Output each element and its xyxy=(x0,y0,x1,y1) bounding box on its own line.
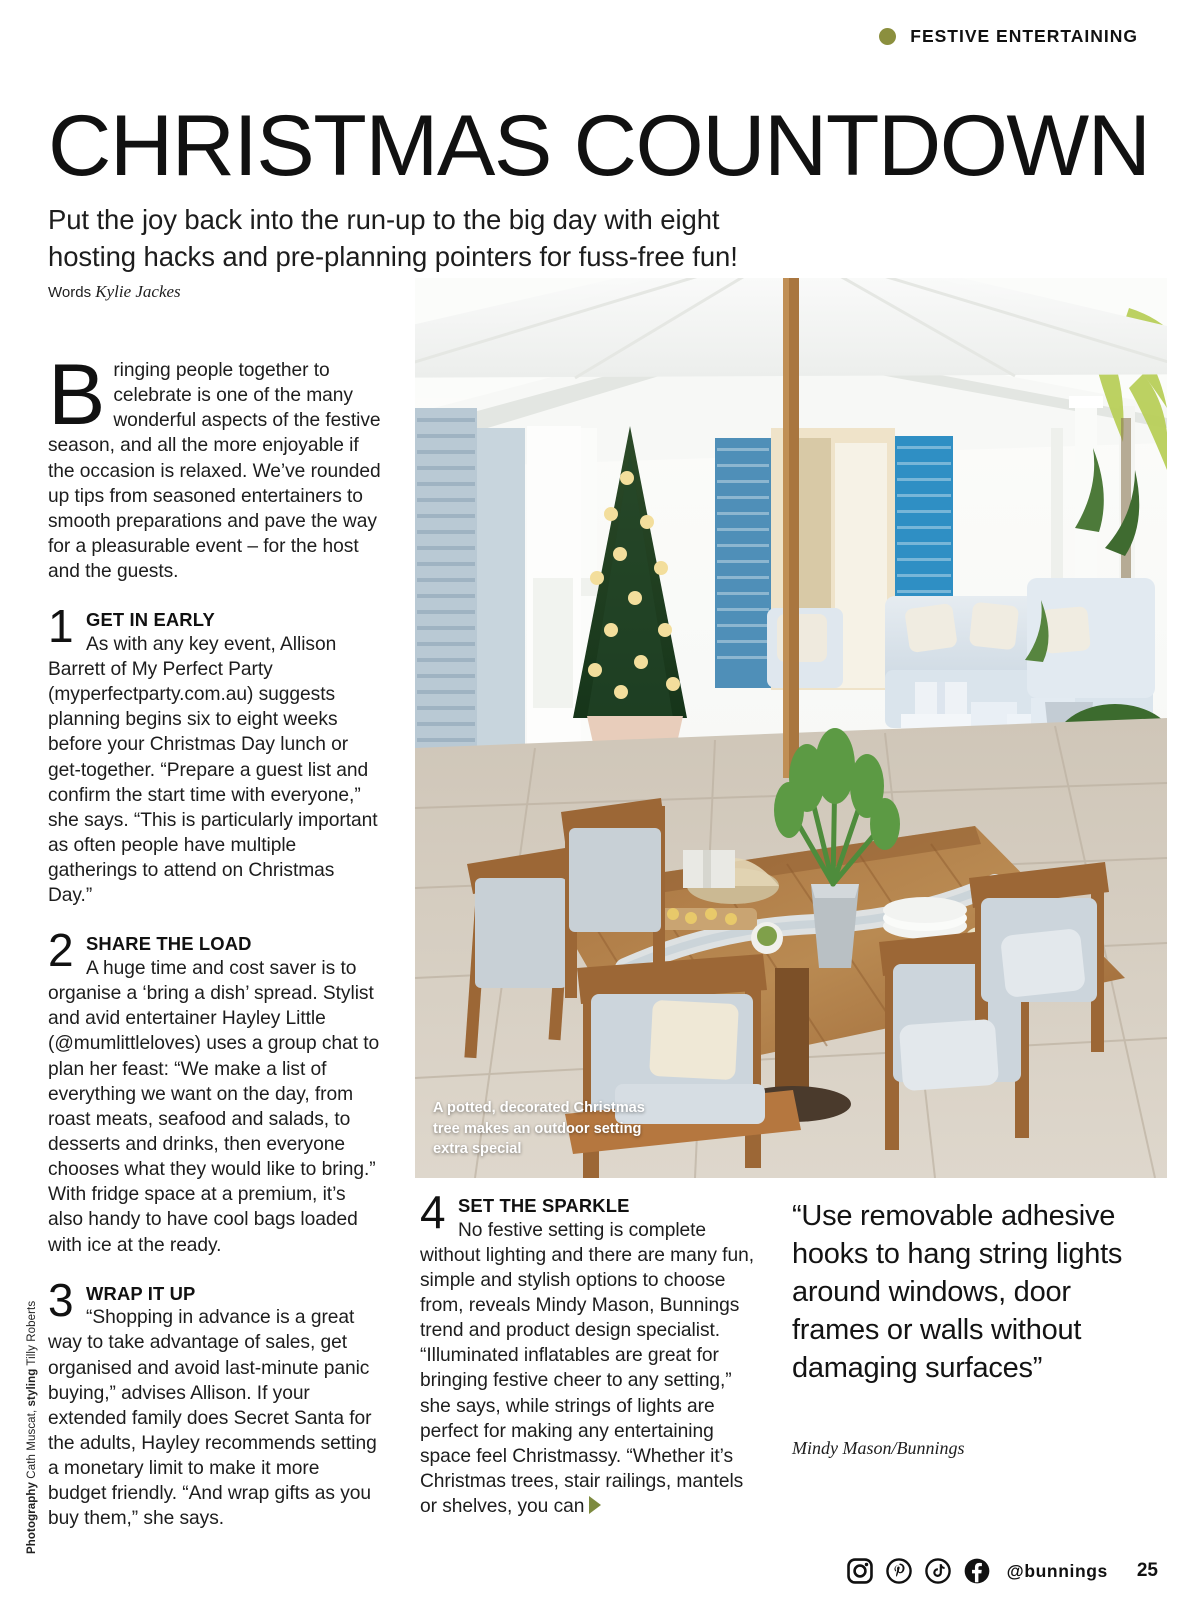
standfirst: Put the joy back into the run-up to the big day with eight hosting hacks and pre-planning pointers for fuss-free fun! xyxy=(48,204,738,272)
tip-1 xyxy=(48,600,382,908)
page-number: 25 xyxy=(1136,1560,1158,1581)
tip-3-heading: WRAP IT UP xyxy=(86,1282,196,1304)
tip-4-text: No festive setting is complete without lighting and there are many fun, simple and stylish options to choose from, reveals Mindy Mason, Bunnings trend and product design specialist. “Illuminated inflatables are great for bringing festive cheer to any setting,” she says, while strings of lights are perfect for making any entertaining space feel Christmassy. “Whether it’s Christmas trees, stair railings, mantels or shelves, you can xyxy=(420,1219,754,1518)
body-column-left xyxy=(48,347,382,1532)
byline xyxy=(48,282,181,302)
tip-4-heading: SET THE SPARKLE xyxy=(458,1195,630,1216)
intro-paragraph xyxy=(48,347,382,584)
byline-author: Kylie Jackes xyxy=(95,282,181,301)
credit-stylist: Tilly Roberts xyxy=(26,1300,38,1366)
tip-3-body: “Shopping in advance is a great way to take advantage of sales, get organised and avoid last-minute panic buying,” advises Allison. If your extended family does Secret Santa for the adults, Hayley recommends setting a monetary limit to make it more budget friendly. “And wrap gifts as you buy them,” she says. xyxy=(48,1307,377,1530)
page-title: CHRISTMAS COUNTDOWN xyxy=(48,98,1150,194)
tip-1-body: As with any key event, Allison Barrett of My Perfect Party (myperfectparty.com.au) suggests planning begins six to eight weeks before your Christmas Day lunch or get-together. “Prepare a guest list and confirm the start time with everyone,” she says. “This is particularly important as often people have multiple gatherings to attend on Christmas Day.” xyxy=(48,633,378,907)
tip-4-number: 4 xyxy=(420,1186,446,1238)
running-head xyxy=(879,26,1138,47)
pull-quote-attribution: Mindy Mason/Bunnings xyxy=(792,1438,965,1458)
hero-photo xyxy=(415,278,1167,1178)
tip-3 xyxy=(48,1273,382,1532)
tip-2-number: 2 xyxy=(48,924,74,977)
credit-photography-label: Photography xyxy=(26,1481,38,1554)
tip-1-number: 1 xyxy=(48,600,74,653)
byline-prefix: Words xyxy=(48,284,92,301)
continuation-arrow-icon xyxy=(589,1496,601,1514)
tip-4-body xyxy=(420,1218,758,1520)
photo-caption: A potted, decorated Christmas tree makes an outdoor setting extra special xyxy=(433,1099,645,1158)
patio-scene-illustration xyxy=(415,278,1167,1178)
tip-1-heading: GET IN EARLY xyxy=(86,609,215,631)
tiktok-icon[interactable] xyxy=(925,1558,951,1584)
tip-4 xyxy=(420,1186,758,1519)
tip-2 xyxy=(48,924,382,1257)
intro-text: ringing people together to celebrate is one of the many wonderful aspects of the festive season, and all the more enjoyable if the occasion is relaxed. We’ve rounded up tips from seasoned entertainers to smooth preparations and pave the way for a pleasurable event – for the host and the guests. xyxy=(48,360,381,583)
credit-styling-label: styling xyxy=(26,1368,38,1407)
tip-3-number: 3 xyxy=(48,1273,74,1326)
drop-cap: B xyxy=(48,347,106,443)
photography-credit xyxy=(26,1254,38,1554)
facebook-icon[interactable] xyxy=(964,1558,990,1584)
running-head-label: FESTIVE ENTERTAINING xyxy=(910,26,1138,46)
tip-2-body: A huge time and cost saver is to organise a ‘bring a dish’ spread. Stylist and avid entertainer Hayley Little (@mumlittleloves) uses a group chat to plan her feast: “We make a list of everything we want on the day, from roast meats, seafood and salads, to desserts and drinks, then everyone chooses what they would like to bring.” With fridge space at a premium, it’s also handy to have cool bags loaded with ice at the ready. xyxy=(48,958,380,1256)
social-handle: @bunnings xyxy=(1006,1560,1108,1581)
section-dot-icon xyxy=(879,28,896,45)
tip-2-heading: SHARE THE LOAD xyxy=(86,933,252,955)
credit-photographer: Cath Muscat, xyxy=(26,1409,38,1479)
instagram-icon[interactable] xyxy=(847,1558,873,1584)
page-footer xyxy=(0,1558,1200,1584)
body-column-middle xyxy=(420,1186,758,1519)
pinterest-icon[interactable] xyxy=(886,1558,912,1584)
pull-quote: “Use removable adhesive hooks to hang string lights around windows, door frames or walls without damaging surfaces” xyxy=(792,1200,1123,1384)
